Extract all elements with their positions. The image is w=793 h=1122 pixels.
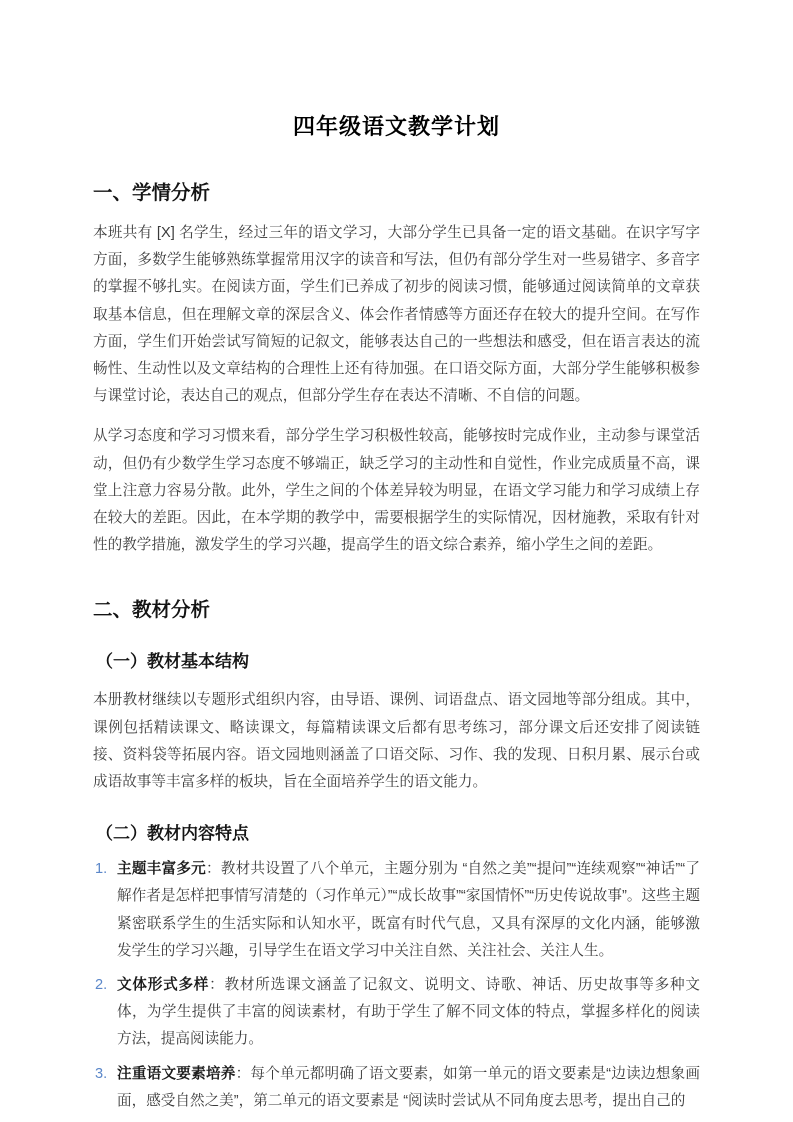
- list-item-1-separator: ：: [206, 861, 221, 878]
- list-item-2-separator: ：: [209, 977, 225, 994]
- list-item-3-separator: ：: [235, 1065, 251, 1082]
- section1-paragraph-2: 从学习态度和学习习惯来看，部分学生学习积极性较高，能够按时完成作业，主动参与课堂活动，但仍有少数学生学习态度不够端正，缺乏学习的主动性和自觉性，作业完成质量不高，课堂上注意力容易分散。此外，学生之间的个体差异较为明显，在语文学习能力和学习成绩上存在较大的差距。因此，在本学期的教学中，需要根据学生的实际情况，因材施教，采取有针对性的教学措施，激发学生的学习兴趣，提高学生的语文综合素养，缩小学生之间的差距。: [93, 428, 700, 554]
- subsection-heading-2-2: （二）教材内容特点: [96, 824, 249, 844]
- list-item-2-body: [117, 972, 700, 1054]
- doc-title: 四年级语文教学计划: [292, 114, 500, 139]
- list-item-3-text: 每个单元都明确了语文要素，如第一单元的语文要素是“边读边想象画面，感受自然之美”，第二单元的语文要素是 “阅读时尝试从不同角度去思考，提出自己的: [117, 1065, 700, 1109]
- section1-paragraph-1: 本班共有 [X] 名学生，经过三年的语文学习，大部分学生已具备一定的语文基础。在识字写字方面，多数学生能够熟练掌握常用汉字的读音和写法，但仍有部分学生对一些易错字、多音字的掌握不够扎实。在阅读方面，学生们已养成了初步的阅读习惯，能够通过阅读简单的文章获取基本信息，但在理解文章的深层含义、体会作者情感等方面还存在较大的提升空间。在写作方面，学生们开始尝试写简短的记叙文，能够表达自己的一些想法和感受，但在语言表达的流畅性、生动性以及文章结构的合理性上还有待加强。在口语交际方面，大部分学生能够积极参与课堂讨论，表达自己的观点，但部分学生存在表达不清晰、不自信的问题。: [93, 225, 700, 405]
- list-item-2-term: 文体形式多样: [117, 977, 210, 994]
- list-item-1-text: 教材共设置了八个单元，主题分别为 “自然之美”“提问”“连续观察”“神话”“了解作者是怎样把事情写清楚的（习作单元）”“成长故事”“家国情怀”“历史传说故事”。这些主题紧密联系学生的生活实际和认知水平，既富有时代气息，又具有深厚的文化内涵，能够激发学生的学习兴趣，引导学生在语文学习中关注自然、关注社会、关注人生。: [117, 861, 700, 959]
- list-item-3: [93, 1061, 700, 1115]
- feature-list: [93, 856, 700, 1115]
- list-item-3-term: 注重语文要素培养: [117, 1065, 236, 1082]
- list-item-2-text: 教材所选课文涵盖了记叙文、说明文、诗歌、神话、历史故事等多种文体，为学生提供了丰富的阅读素材，有助于学生了解不同文体的特点，掌握多样化的阅读方法，提高阅读能力。: [117, 977, 700, 1048]
- subsection-2-1-paragraph: 本册教材继续以专题形式组织内容，由导语、课例、词语盘点、语文园地等部分组成。其中，课例包括精读课文、略读课文，每篇精读课文后都有思考练习，部分课文后还安排了阅读链接、资料袋等拓展内容。语文园地则涵盖了口语交际、习作、我的发现、日积月累、展示台或成语故事等丰富多样的板块，旨在全面培养学生的语文能力。: [93, 692, 700, 791]
- list-item-1-body: [117, 856, 700, 965]
- section-heading-2: 二、教材分析: [93, 599, 211, 622]
- list-item-2: [93, 972, 700, 1054]
- list-number-1: 1.: [95, 861, 108, 878]
- list-item-1: [93, 856, 700, 965]
- list-item-1-term: 主题丰富多元: [117, 861, 206, 878]
- list-number-3: 3.: [95, 1065, 108, 1082]
- section-heading-1: 一、学情分析: [93, 182, 211, 204]
- subsection-heading-2-1: （一）教材基本结构: [96, 652, 249, 672]
- list-number-2: 2.: [95, 977, 108, 994]
- list-item-3-body: [117, 1061, 700, 1115]
